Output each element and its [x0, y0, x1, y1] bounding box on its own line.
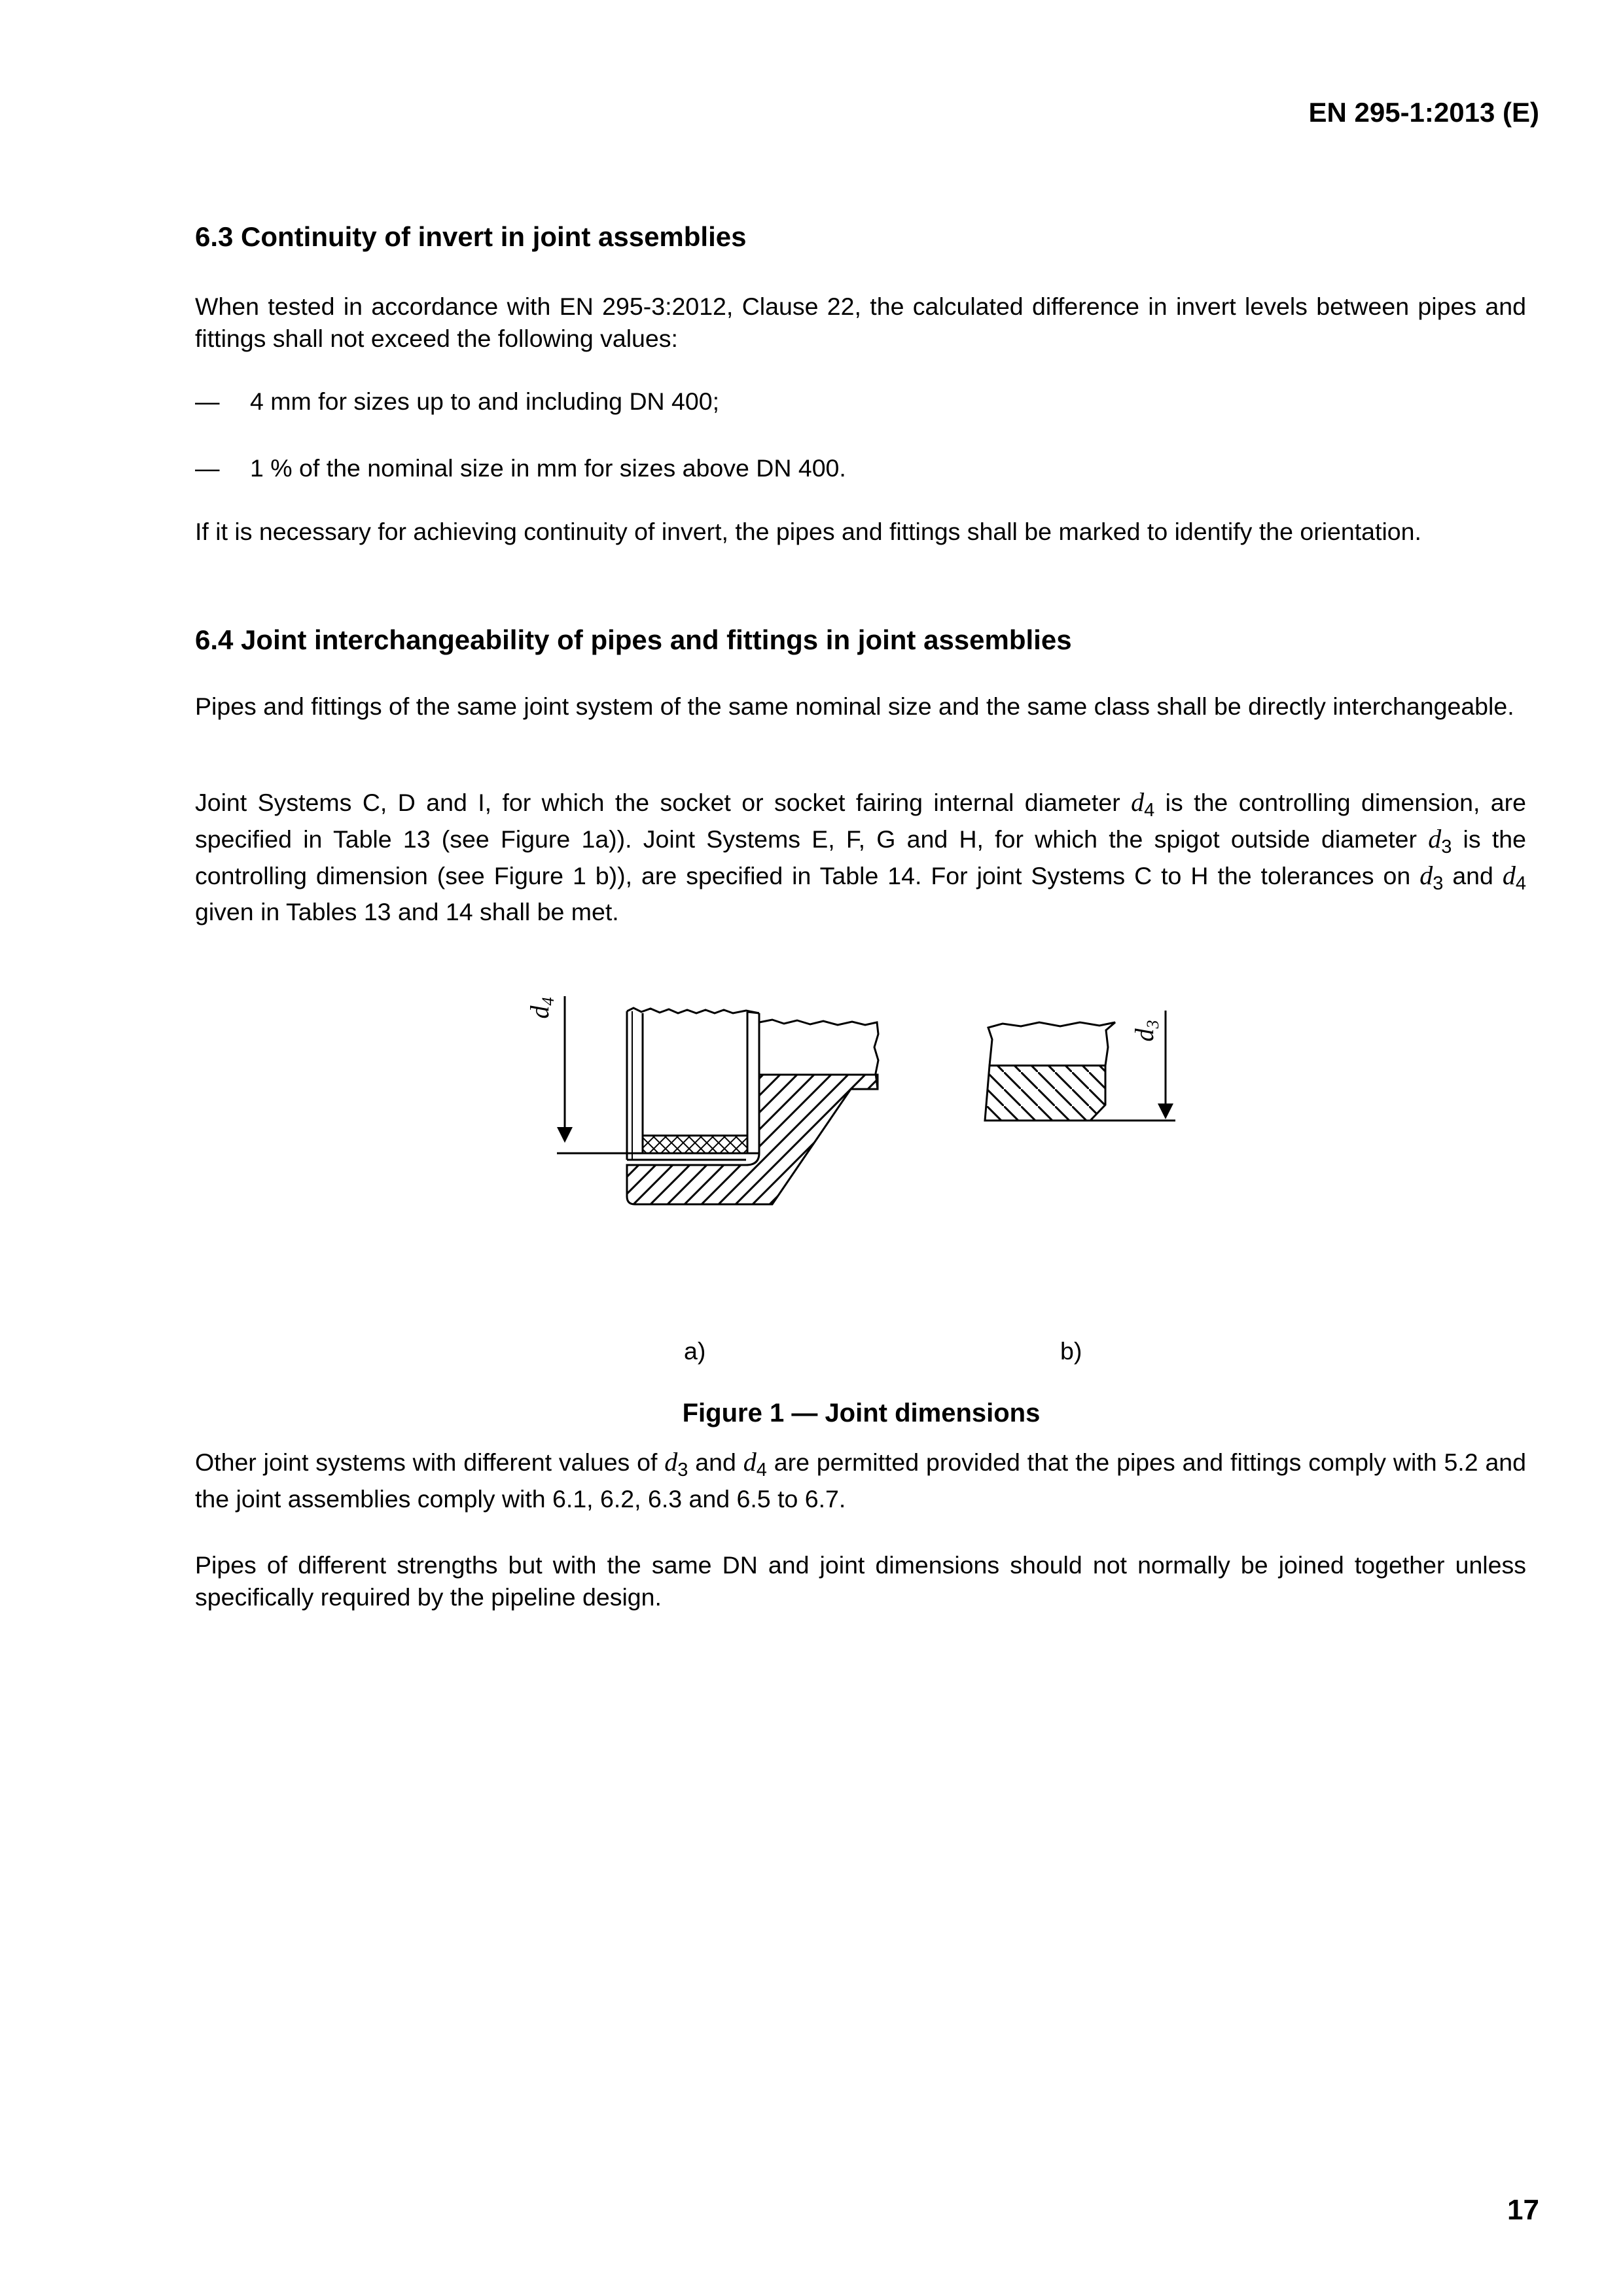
section-6-3-heading: 6.3 Continuity of invert in joint assemblies — [195, 221, 747, 252]
dash-bullet: — — [195, 387, 220, 415]
section-6-4-heading: 6.4 Joint interchangeability of pipes and fittings in joint assemblies — [195, 624, 1072, 655]
page-number: 17 — [1507, 2194, 1539, 2226]
section-6-4-para1: Pipes and fittings of the same joint system of the same nominal size and the same class shall be directly interchangeable. — [195, 692, 1514, 720]
figure-title: Figure 1 — Joint dimensions — [682, 1399, 1041, 1427]
label-d4: $d_4$ — [525, 997, 558, 1019]
figure-label-a: a) — [684, 1337, 706, 1365]
label-d3: $d_3$ — [1130, 1020, 1162, 1042]
list-item-text: 4 mm for sizes up to and including DN 400; — [250, 387, 720, 415]
paragraph-different-strengths: Pipes of different strengths but with the same DN and joint dimensions should not normally be joined together unless specifically required by the pipeline design. — [195, 1551, 1526, 1611]
section-6-3-para2: If it is necessary for achieving continuity of invert, the pipes and fittings shall be marked to identify the orientation. — [195, 518, 1421, 545]
section-6-4-para2: Joint Systems C, D and I, for which the socket or socket fairing internal diameter $d_4$ is the controlling dimension, are specified in Table 13 (see Figure 1a)). Joint Systems E, F, G and H, for which the spigot outside diameter $d_3$ is the controlling dimension (see Figure 1 b)), are specified in Table 14. For joint Systems C to H the tolerances on $d_3$ and $d_4$ given in Tables 13 and 14 shall be met. — [195, 787, 1527, 925]
list-item-text: 1 % of the nominal size in mm for sizes above DN 400. — [250, 454, 846, 482]
section-6-3-intro: When tested in accordance with EN 295-3:2012, Clause 22, the calculated difference in invert levels between pipes and fittings shall not exceed the following values: — [195, 293, 1526, 352]
paragraph-other-joint-systems: Other joint systems with different values of $d_3$ and $d_4$ are permitted provided that the pipes and fittings comply with 5.2 and the joint assemblies comply with 6.1, 6.2, 6.3 and 6.5 to 6.7. — [195, 1447, 1527, 1513]
dash-bullet: — — [195, 454, 220, 482]
figure-1a-socket-drawing — [557, 996, 878, 1204]
figure-label-b: b) — [1060, 1337, 1082, 1365]
document-id: EN 295-1:2013 (E) — [1308, 97, 1539, 128]
